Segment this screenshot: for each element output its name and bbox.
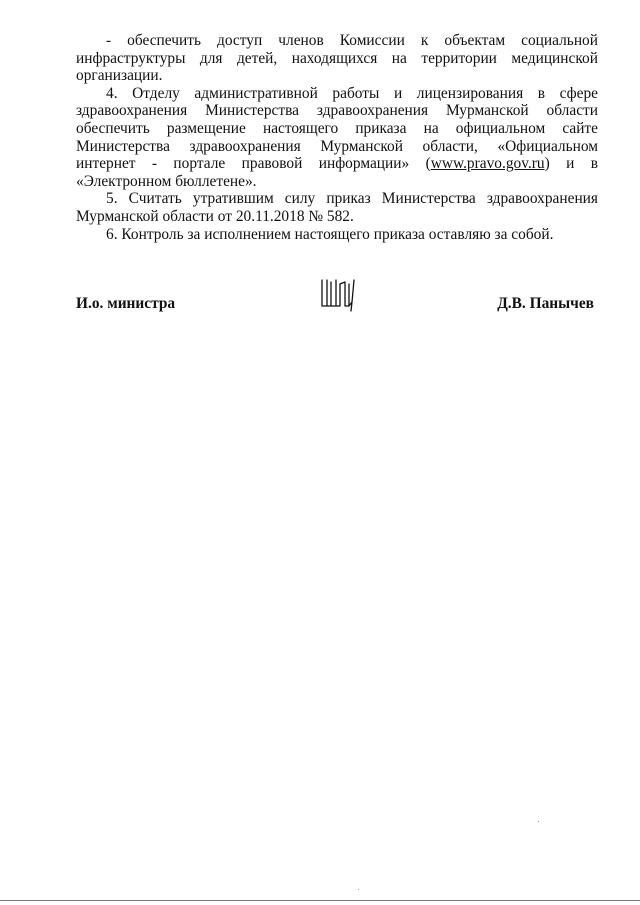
- paragraph-publication-text-before: 4. Отделу административной работы и лицензирования в сфере здравоохранения Министерства здравоохранения Мурманской области обеспечить размещение настоящего приказа на официальном сайте Министерства здравоохранения Мурманской области, «Официальном интернет - портале правовой информации» (: [76, 84, 598, 173]
- paragraph-publication-text-after: ) и в «Электронном бюллетене».: [76, 155, 598, 190]
- scan-speck: [358, 889, 359, 890]
- scan-speck: [538, 821, 539, 822]
- pravo-link[interactable]: www.pravo.gov.ru: [430, 155, 545, 173]
- paragraph-repeal: 5. Считать утратившим силу приказ Министерства здравоохранения Мурманской области от 20.11.2018 № 582.: [76, 190, 598, 225]
- signatory-title: И.о. министра: [76, 295, 176, 312]
- signature-row: [76, 295, 598, 319]
- signatory-name: Д.В. Панычев: [497, 295, 594, 312]
- scan-bottom-edge: [0, 900, 640, 901]
- paragraph-access: - обеспечить доступ членов Комиссии к объектам социальной инфраструктуры для детей, находящихся на территории медицинской организации.: [76, 32, 598, 85]
- document-body: [76, 32, 598, 243]
- paragraph-publication: [76, 85, 598, 191]
- paragraph-control: 6. Контроль за исполнением настоящего приказа оставляю за собой.: [106, 225, 554, 243]
